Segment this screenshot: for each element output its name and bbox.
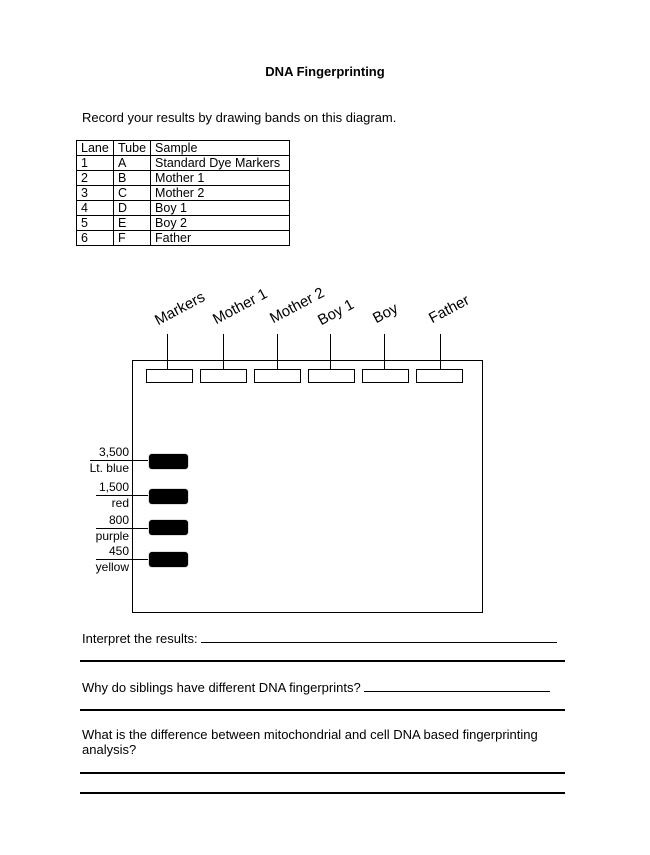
- lane-label-mother-1: Mother 1: [210, 285, 271, 328]
- marker-color-label: Lt. blue: [89, 461, 129, 475]
- header-lane: Lane: [77, 141, 114, 156]
- question-interpret-text: Interpret the results:: [82, 631, 198, 646]
- table-header-row: [77, 141, 290, 156]
- cell-sample: Boy 1: [151, 201, 290, 216]
- marker-band: [149, 520, 188, 535]
- marker-size-label: 450: [108, 544, 129, 558]
- cell-tube: B: [114, 171, 151, 186]
- cell-tube: E: [114, 216, 151, 231]
- table-row: [77, 171, 290, 186]
- table-row: [77, 186, 290, 201]
- cell-lane: 2: [77, 171, 114, 186]
- table-row: [77, 201, 290, 216]
- cell-sample: Boy 2: [151, 216, 290, 231]
- page-title: DNA Fingerprinting: [265, 64, 385, 79]
- cell-lane: 1: [77, 156, 114, 171]
- lane-label-boy: Boy: [370, 299, 401, 327]
- cell-sample: Standard Dye Markers: [151, 156, 290, 171]
- cell-sample: Father: [151, 231, 290, 246]
- cell-tube: D: [114, 201, 151, 216]
- cell-sample: Mother 1: [151, 171, 290, 186]
- cell-tube: F: [114, 231, 151, 246]
- lane-label-father: Father: [426, 291, 473, 327]
- answer-line[interactable]: [80, 660, 565, 662]
- cell-lane: 4: [77, 201, 114, 216]
- header-tube: Tube: [114, 141, 151, 156]
- cell-tube: A: [114, 156, 151, 171]
- well-mother-2: [254, 369, 301, 383]
- cell-sample: Mother 2: [151, 186, 290, 201]
- marker-band: [149, 552, 188, 567]
- cell-lane: 3: [77, 186, 114, 201]
- marker-band: [149, 454, 188, 469]
- marker-band: [149, 489, 188, 504]
- answer-line[interactable]: [80, 772, 565, 774]
- cell-lane: 5: [77, 216, 114, 231]
- well-father: [416, 369, 463, 383]
- marker-color-label: yellow: [95, 560, 129, 574]
- lane-label-markers: Markers: [152, 288, 208, 329]
- question-mitochondrial-line-2: analysis?: [82, 742, 137, 757]
- question-mitochondrial-line-1: What is the difference between mitochondrial and cell DNA based fingerprinting: [82, 727, 538, 742]
- marker-size-label: 3,500: [98, 445, 129, 459]
- well-boy-2: [362, 369, 409, 383]
- marker-size-label: 1,500: [98, 480, 129, 494]
- well-boy-1: [308, 369, 355, 383]
- lane-label-boy-1: Boy 1: [315, 295, 357, 329]
- question-siblings-text: Why do siblings have different DNA fingerprints?: [82, 680, 361, 695]
- answer-blank[interactable]: [364, 679, 550, 692]
- table-row: [77, 156, 290, 171]
- marker-color-label: purple: [95, 529, 129, 543]
- instructions: Record your results by drawing bands on this diagram.: [82, 110, 397, 125]
- marker-color-label: red: [111, 496, 129, 510]
- question-siblings: [82, 679, 550, 695]
- lane-label-mother-2: Mother 2: [267, 284, 328, 327]
- well-markers: [146, 369, 193, 383]
- table-row: [77, 231, 290, 246]
- marker-size-label: 800: [108, 513, 129, 527]
- table-row: [77, 216, 290, 231]
- cell-lane: 6: [77, 231, 114, 246]
- answer-blank[interactable]: [201, 630, 557, 643]
- question-mitochondrial: [82, 727, 538, 757]
- cell-tube: C: [114, 186, 151, 201]
- answer-line[interactable]: [80, 709, 565, 711]
- answer-line[interactable]: [80, 792, 565, 794]
- sample-table: [76, 140, 290, 246]
- question-interpret: [82, 630, 557, 646]
- well-mother-1: [200, 369, 247, 383]
- gel-diagram: [132, 360, 483, 613]
- header-sample: Sample: [151, 141, 290, 156]
